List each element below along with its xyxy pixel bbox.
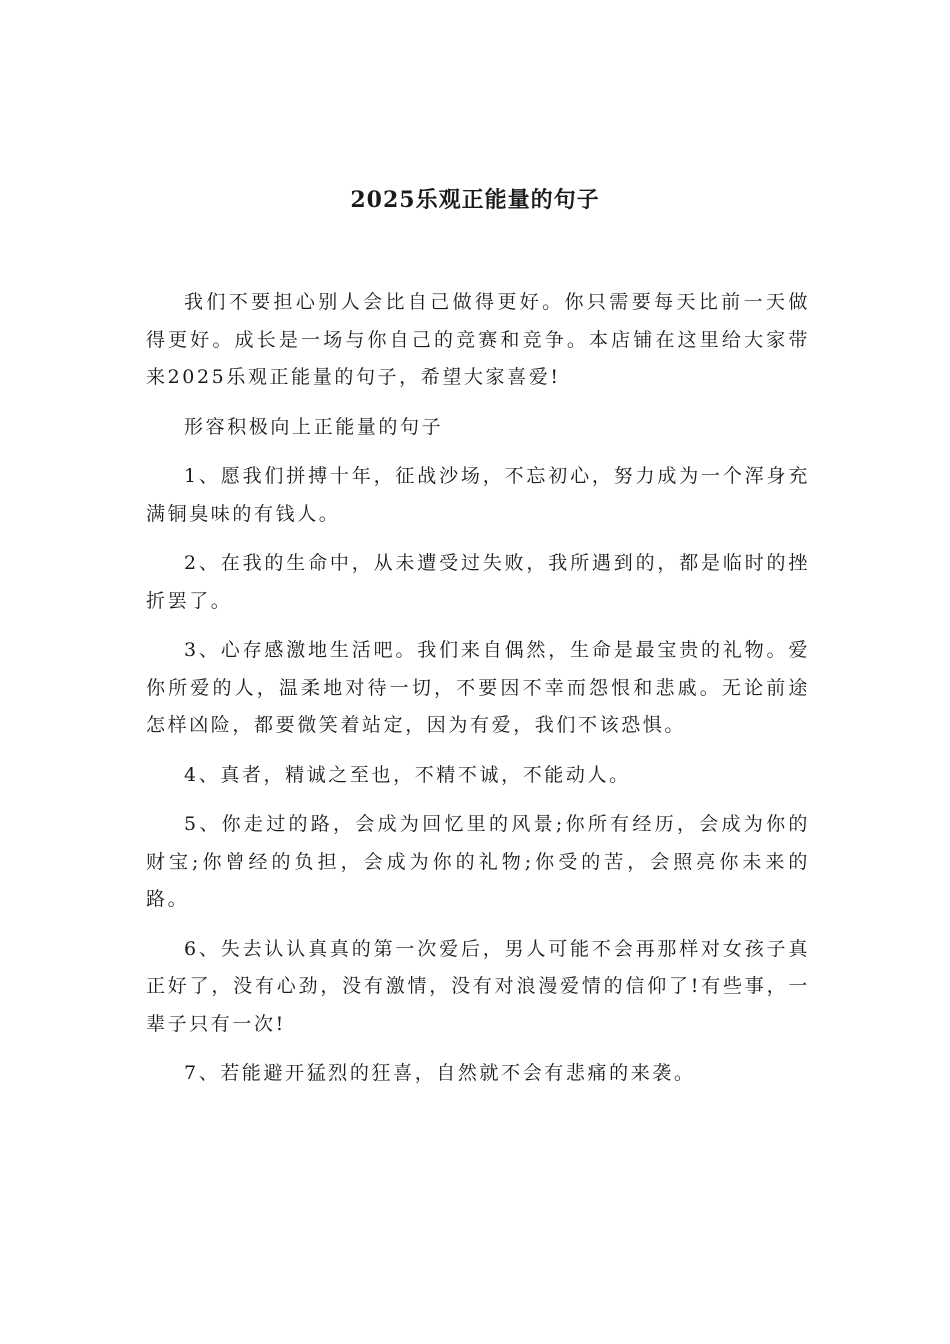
document-body xyxy=(146,284,810,1105)
quote-paragraph-1: 1、愿我们拼搏十年，征战沙场，不忘初心，努力成为一个浑身充满铜臭味的有钱人。 xyxy=(146,465,810,525)
section-heading: 形容积极向上正能量的句子 xyxy=(184,415,444,438)
quote-paragraph-7: 7、若能避开猛烈的狂喜，自然就不会有悲痛的来袭。 xyxy=(184,1062,696,1084)
quote-paragraph-5: 5、你走过的路，会成为回忆里的风景;你所有经历，会成为你的财宝;你曾经的负担，会成为你的礼物;你受的苦，会照亮你未来的路。 xyxy=(146,813,810,910)
quote-paragraph-3: 3、心存感激地生活吧。我们来自偶然，生命是最宝贵的礼物。爱你所爱的人，温柔地对待一切，不要因不幸而怨恨和悲戚。无论前途怎样凶险，都要微笑着站定，因为有爱，我们不该恐惧。 xyxy=(146,639,810,736)
quote-paragraph-4: 4、真者，精诚之至也，不精不诚，不能动人。 xyxy=(184,763,631,786)
quote-paragraph-6: 6、失去认认真真的第一次爱后，男人可能不会再那样对女孩子真正好了，没有心劲，没有激情，没有对浪漫爱情的信仰了!有些事，一辈子只有一次! xyxy=(146,937,810,1035)
quote-paragraph-2: 2、在我的生命中，从未遭受过失败，我所遇到的，都是临时的挫折罢了。 xyxy=(146,552,810,612)
intro-paragraph: 我们不要担心别人会比自己做得更好。你只需要每天比前一天做得更好。成长是一场与你自己的竞赛和竞争。本店铺在这里给大家带来2025乐观正能量的句子，希望大家喜爱! xyxy=(146,291,810,388)
document-title: 2025乐观正能量的句子 xyxy=(350,187,600,213)
